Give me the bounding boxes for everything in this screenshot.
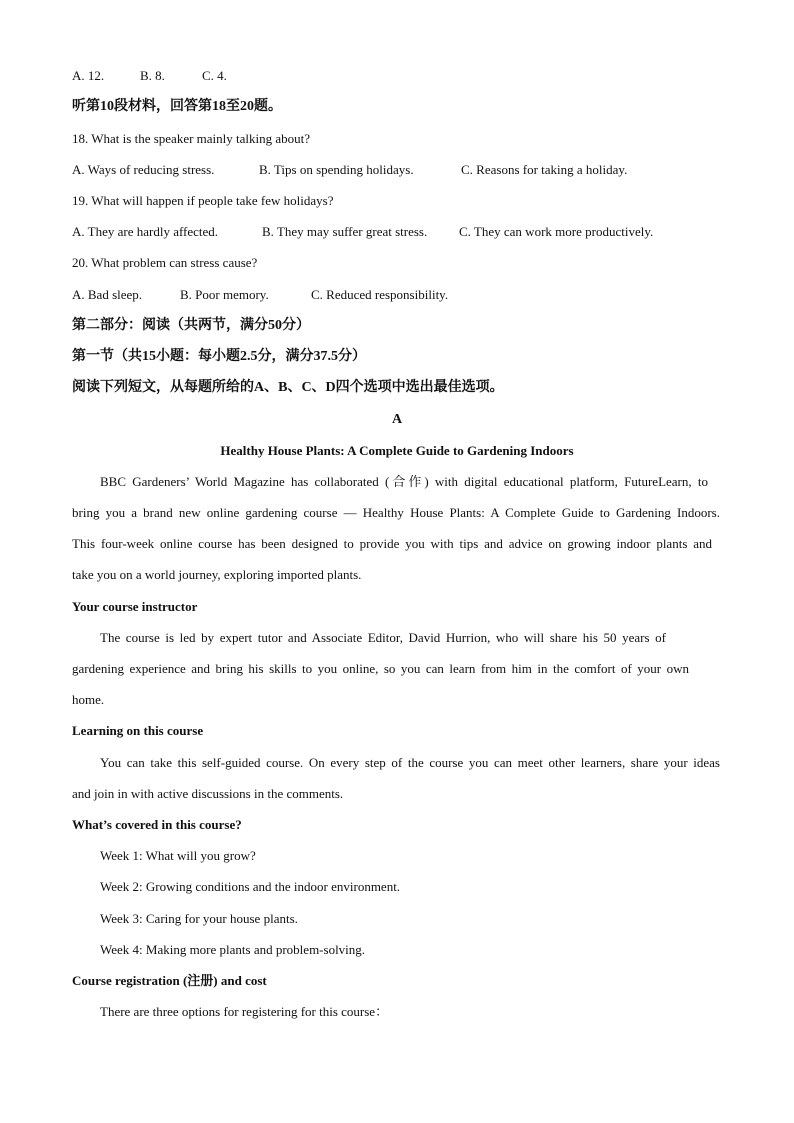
q19-option-a: A. They are hardly affected. bbox=[72, 224, 219, 239]
learning-line-1: You can take this self-guided course. On every step of the course you can meet other learners, share your ideas bbox=[100, 755, 720, 770]
q18-option-c: C. Reasons for taking a holiday. bbox=[461, 162, 628, 177]
q20-options bbox=[72, 286, 448, 304]
q17-options bbox=[72, 67, 227, 85]
passage-letter: A bbox=[391, 412, 403, 427]
intro-line-1: BBC Gardeners’ World Magazine has collaborated (合作) with digital educational platform, FutureLearn, to bbox=[100, 474, 708, 489]
q19-options bbox=[72, 223, 653, 241]
instructor-line-2: gardening experience and bring his skills to you online, so you can learn from him in the comfort of your own bbox=[72, 661, 689, 676]
q17-option-a: A. 12. bbox=[72, 68, 105, 83]
instructor-line-1: The course is led by expert tutor and Associate Editor, David Hurrion, who will share his 50 years of bbox=[100, 630, 666, 645]
registration-text: There are three options for registering for this course： bbox=[100, 1004, 389, 1019]
part2-title: 第二部分：阅读（共两节，满分50分） bbox=[72, 318, 310, 333]
week-4: Week 4: Making more plants and problem-solving. bbox=[100, 942, 366, 957]
q20-question: 20. What problem can stress cause? bbox=[72, 255, 258, 270]
q17-option-b: B. 8. bbox=[140, 68, 165, 83]
passage-title: Healthy House Plants: A Complete Guide to Gardening Indoors bbox=[220, 443, 574, 458]
learning-heading: Learning on this course bbox=[72, 723, 204, 738]
section1-title: 第一节（共15小题：每小题2.5分，满分37.5分） bbox=[72, 349, 366, 364]
learning-line-2: and join in with active discussions in the comments. bbox=[72, 786, 344, 801]
q18-option-b: B. Tips on spending holidays. bbox=[259, 162, 414, 177]
q20-option-a: A. Bad sleep. bbox=[72, 287, 143, 302]
q18-option-a: A. Ways of reducing stress. bbox=[72, 162, 215, 177]
covered-heading: What’s covered in this course? bbox=[72, 817, 242, 832]
q18-options bbox=[72, 161, 627, 179]
intro-line-3: This four-week online course has been designed to provide you with tips and advice on growing indoor plants and bbox=[72, 536, 712, 551]
instructor-heading: Your course instructor bbox=[72, 599, 198, 614]
q19-option-b: B. They may suffer great stress. bbox=[262, 224, 428, 239]
reading-instructions: 阅读下列短文，从每题所给的A、B、C、D四个选项中选出最佳选项。 bbox=[72, 380, 504, 395]
section10-header: 听第10段材料，回答第18至20题。 bbox=[72, 99, 282, 114]
instructor-line-3: home. bbox=[72, 692, 105, 707]
week-1: Week 1: What will you grow? bbox=[100, 848, 256, 863]
q18-question: 18. What is the speaker mainly talking about? bbox=[72, 131, 311, 146]
q17-option-c: C. 4. bbox=[202, 68, 227, 83]
intro-line-4: take you on a world journey, exploring imported plants. bbox=[72, 567, 362, 582]
week-2: Week 2: Growing conditions and the indoor environment. bbox=[100, 879, 401, 894]
q20-option-c: C. Reduced responsibility. bbox=[311, 287, 449, 302]
week-3: Week 3: Caring for your house plants. bbox=[100, 911, 298, 926]
intro-line-2: bring you a brand new online gardening course — Healthy House Plants: A Complete Guide to Gardening Indoors. bbox=[72, 505, 720, 520]
q19-option-c: C. They can work more productively. bbox=[459, 224, 654, 239]
q20-option-b: B. Poor memory. bbox=[180, 287, 269, 302]
registration-heading: Course registration (注册) and cost bbox=[72, 973, 267, 988]
q19-question: 19. What will happen if people take few holidays? bbox=[72, 193, 334, 208]
